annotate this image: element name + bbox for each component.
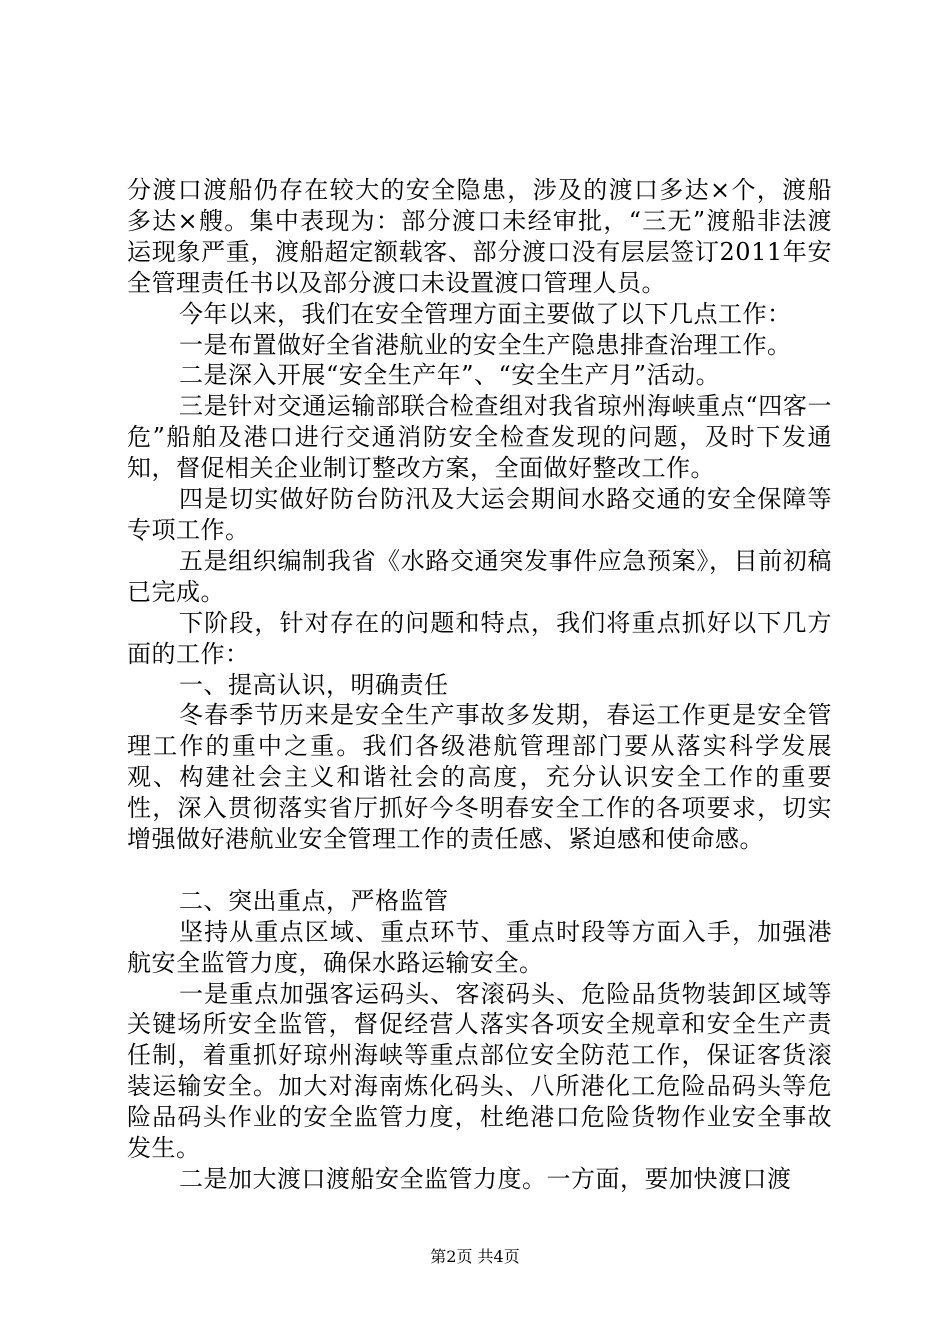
paragraph: 一是布置做好全省港航业的安全生产隐患排查治理工作。 — [179, 330, 792, 359]
paragraph: 分渡口渡船仍存在较大的安全隐患，涉及的渡口多达×个，渡船多达×艘。集中表现为：部分渡口未经审批，“三无”渡船非法渡运现象严重，渡船超定额载客、部分渡口没有层层签订2011年安全管理责任书以及部分渡口未设置渡口管理人员。 — [127, 176, 832, 297]
blank-line — [127, 855, 832, 886]
paragraph: 坚持从重点区域、重点环节、重点时段等方面入手，加强港航安全监管力度，确保水路运输安全。 — [127, 917, 832, 977]
paragraph: 下阶段，针对存在的问题和特点，我们将重点抓好以下几方面的工作： — [127, 608, 832, 668]
page-footer — [0, 1247, 950, 1267]
section-heading: 二、突出重点，严格监管 — [179, 886, 449, 915]
paragraph: 五是组织编制我省《水路交通突发事件应急预案》，目前初稿已完成。 — [127, 546, 832, 606]
paragraph: 三是针对交通运输部联合检查组对我省琼州海峡重点“四客一危”船舶及港口进行交通消防安全检查发现的问题，及时下发通知，督促相关企业制订整改方案，全面做好整改工作。 — [127, 392, 832, 483]
paragraph: 四是切实做好防台防汛及大运会期间水路交通的安全保障等专项工作。 — [127, 485, 832, 544]
page-number: 第2页 共4页 — [430, 1247, 520, 1266]
document-body — [127, 175, 832, 1195]
paragraph: 今年以来，我们在安全管理方面主要做了以下几点工作： — [179, 299, 792, 328]
paragraph: 冬春季节历来是安全生产事故多发期，春运工作更是安全管理工作的重中之重。我们各级港航管理部门要从落实科学发展观、构建社会主义和谐社会的高度，充分认识安全工作的重要性，深入贯彻落实省厅抓好今冬明春安全工作的各项要求，切实增强做好港航业安全管理工作的责任感、紧迫感和使命感。 — [127, 701, 832, 854]
paragraph: 二是加大渡口渡船安全监管力度。一方面，要加快渡口渡 — [179, 1164, 792, 1193]
paragraph: 二是深入开展“安全生产年”、“安全生产月”活动。 — [179, 361, 721, 390]
paragraph: 一是重点加强客运码头、客滚码头、危险品货物装卸区域等关键场所安全监管，督促经营人落实各项安全规章和安全生产责任制，着重抓好琼州海峡等重点部位安全防范工作，保证客货滚装运输安全。加大对海南炼化码头、八所港化工危险品码头等危险品码头作业的安全监管力度，杜绝港口危险货物作业安全事故发生。 — [127, 979, 832, 1163]
section-heading: 一、提高认识，明确责任 — [179, 670, 449, 699]
